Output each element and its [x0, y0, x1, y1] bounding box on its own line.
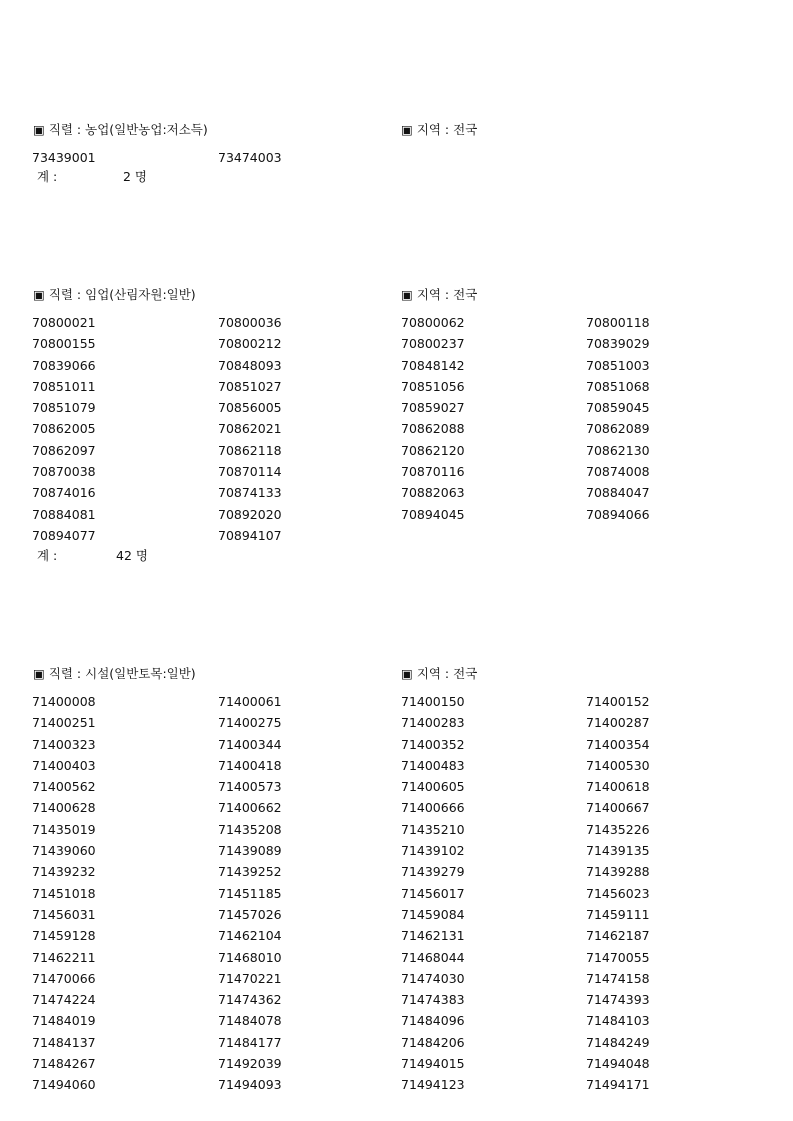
total-count: 42 명: [116, 548, 148, 563]
table-row: [0, 312, 793, 333]
number-cell: 71474224: [32, 992, 96, 1008]
number-cell: 70851079: [32, 400, 96, 416]
region-header: [401, 122, 477, 138]
number-cell: 71400418: [218, 757, 282, 773]
number-cell: 71462187: [586, 928, 650, 944]
region-label: 지역 : 전국: [416, 666, 478, 681]
number-cell: 71400562: [32, 779, 96, 795]
table-row: [0, 376, 793, 397]
number-cell: 71400662: [218, 800, 282, 816]
number-cell: 71400344: [218, 736, 282, 752]
region-label: 지역 : 전국: [416, 287, 478, 302]
table-row: [0, 418, 793, 439]
table-row: [0, 1010, 793, 1031]
number-cell: 71459128: [32, 928, 96, 944]
number-cell: 71484177: [218, 1034, 282, 1050]
number-cell: 71400152: [586, 694, 650, 709]
number-cell: 71451185: [218, 885, 282, 901]
total-line: [37, 548, 148, 564]
number-cell: 70856005: [218, 400, 282, 416]
square-bullet-icon: ▣: [401, 666, 413, 681]
job-label: 직렬 : 시설(일반토목:일반): [48, 666, 196, 681]
table-row: [0, 1032, 793, 1053]
number-cell: 70851027: [218, 378, 282, 394]
number-cell: 71468010: [218, 949, 282, 965]
table-row: [0, 525, 793, 546]
number-cell: 71400530: [586, 757, 650, 773]
number-cell: 70800036: [218, 315, 282, 330]
number-cell: 70870116: [401, 464, 465, 480]
number-cell: 71470221: [218, 970, 282, 986]
number-cell: 70874008: [586, 464, 650, 480]
table-row: [0, 734, 793, 755]
number-cell: 71484267: [32, 1056, 96, 1072]
number-cell: 70862120: [401, 442, 465, 458]
number-cell: 71494123: [401, 1077, 465, 1093]
number-cell: 71435208: [218, 821, 282, 837]
number-cell: 70800118: [586, 315, 650, 330]
number-cell: 70894045: [401, 506, 465, 522]
table-row: [0, 147, 793, 168]
number-cell: 71400008: [32, 694, 96, 709]
total-label: 계 :: [37, 169, 58, 184]
number-cell: 70851056: [401, 378, 465, 394]
number-cell: 71400666: [401, 800, 465, 816]
number-grid: [0, 691, 793, 1096]
table-row: [0, 840, 793, 861]
number-cell: 71470055: [586, 949, 650, 965]
number-cell: 71439288: [586, 864, 650, 880]
table-row: [0, 925, 793, 946]
square-bullet-icon: ▣: [33, 666, 45, 681]
table-row: [0, 1074, 793, 1095]
square-bullet-icon: ▣: [401, 287, 413, 302]
number-cell: 70862005: [32, 421, 96, 437]
number-cell: 70800062: [401, 315, 465, 330]
table-row: [0, 504, 793, 525]
table-row: [0, 989, 793, 1010]
number-cell: 71468044: [401, 949, 465, 965]
number-cell: 71492039: [218, 1056, 282, 1072]
region-label: 지역 : 전국: [416, 122, 478, 137]
number-cell: 70848142: [401, 357, 465, 373]
number-cell: 71439232: [32, 864, 96, 880]
table-row: [0, 904, 793, 925]
number-cell: 70800212: [218, 336, 282, 352]
number-cell: 71457026: [218, 906, 282, 922]
table-row: [0, 755, 793, 776]
number-cell: 71439279: [401, 864, 465, 880]
number-cell: 73439001: [32, 150, 96, 165]
number-cell: 71474393: [586, 992, 650, 1008]
number-cell: 73474003: [218, 150, 282, 165]
table-row: [0, 482, 793, 503]
job-header: [33, 666, 196, 682]
number-cell: 71400354: [586, 736, 650, 752]
number-cell: 70862089: [586, 421, 650, 437]
number-cell: 71470066: [32, 970, 96, 986]
number-cell: 71494171: [586, 1077, 650, 1093]
number-grid: [0, 147, 793, 168]
number-cell: 71435210: [401, 821, 465, 837]
number-cell: 71400352: [401, 736, 465, 752]
table-row: [0, 1053, 793, 1074]
number-cell: 71456031: [32, 906, 96, 922]
number-cell: 71400605: [401, 779, 465, 795]
number-grid: [0, 312, 793, 546]
number-cell: 71400150: [401, 694, 465, 709]
number-cell: 71400275: [218, 715, 282, 731]
number-cell: 70894077: [32, 527, 96, 543]
table-row: [0, 776, 793, 797]
number-cell: 71451018: [32, 885, 96, 901]
number-cell: 71484103: [586, 1013, 650, 1029]
table-row: [0, 691, 793, 712]
number-cell: 71400618: [586, 779, 650, 795]
number-cell: 70882063: [401, 485, 465, 501]
number-cell: 71439102: [401, 843, 465, 859]
number-cell: 71439252: [218, 864, 282, 880]
table-row: [0, 861, 793, 882]
number-cell: 70862097: [32, 442, 96, 458]
number-cell: 71400667: [586, 800, 650, 816]
number-cell: 71484249: [586, 1034, 650, 1050]
number-cell: 70894066: [586, 506, 650, 522]
number-cell: 70851003: [586, 357, 650, 373]
number-cell: 70851011: [32, 378, 96, 394]
table-row: [0, 440, 793, 461]
number-cell: 71439060: [32, 843, 96, 859]
number-cell: 70862118: [218, 442, 282, 458]
number-cell: 70894107: [218, 527, 282, 543]
number-cell: 71400061: [218, 694, 282, 709]
table-row: [0, 968, 793, 989]
number-cell: 71484078: [218, 1013, 282, 1029]
number-cell: 71494093: [218, 1077, 282, 1093]
number-cell: 70884047: [586, 485, 650, 501]
number-cell: 70870038: [32, 464, 96, 480]
table-row: [0, 819, 793, 840]
number-cell: 70884081: [32, 506, 96, 522]
table-row: [0, 461, 793, 482]
number-cell: 70859045: [586, 400, 650, 416]
table-row: [0, 355, 793, 376]
number-cell: 71400483: [401, 757, 465, 773]
number-cell: 71474383: [401, 992, 465, 1008]
number-cell: 70862088: [401, 421, 465, 437]
region-header: [401, 666, 477, 682]
number-cell: 70870114: [218, 464, 282, 480]
number-cell: 70800021: [32, 315, 96, 330]
number-cell: 71400573: [218, 779, 282, 795]
number-cell: 71484019: [32, 1013, 96, 1029]
square-bullet-icon: ▣: [33, 122, 45, 137]
number-cell: 71400323: [32, 736, 96, 752]
table-row: [0, 947, 793, 968]
number-cell: 71474158: [586, 970, 650, 986]
number-cell: 71462131: [401, 928, 465, 944]
square-bullet-icon: ▣: [33, 287, 45, 302]
number-cell: 71474362: [218, 992, 282, 1008]
number-cell: 70874016: [32, 485, 96, 501]
number-cell: 71494015: [401, 1056, 465, 1072]
number-cell: 71484096: [401, 1013, 465, 1029]
number-cell: 70862021: [218, 421, 282, 437]
number-cell: 71400251: [32, 715, 96, 731]
number-cell: 71462211: [32, 949, 96, 965]
number-cell: 71462104: [218, 928, 282, 944]
table-row: [0, 333, 793, 354]
region-header: [401, 287, 477, 303]
number-cell: 70851068: [586, 378, 650, 394]
number-cell: 71400287: [586, 715, 650, 731]
number-cell: 70862130: [586, 442, 650, 458]
number-cell: 71439089: [218, 843, 282, 859]
number-cell: 70800237: [401, 336, 465, 352]
number-cell: 70839029: [586, 336, 650, 352]
table-row: [0, 883, 793, 904]
number-cell: 71400403: [32, 757, 96, 773]
number-cell: 71435019: [32, 821, 96, 837]
number-cell: 71456017: [401, 885, 465, 901]
number-cell: 71459111: [586, 906, 650, 922]
job-label: 직렬 : 임업(산림자원:일반): [48, 287, 196, 302]
number-cell: 71474030: [401, 970, 465, 986]
number-cell: 71459084: [401, 906, 465, 922]
number-cell: 71494048: [586, 1056, 650, 1072]
number-cell: 71439135: [586, 843, 650, 859]
number-cell: 71400628: [32, 800, 96, 816]
total-count: 2 명: [123, 169, 148, 184]
number-cell: 71400283: [401, 715, 465, 731]
total-label: 계 :: [37, 548, 58, 563]
number-cell: 71484137: [32, 1034, 96, 1050]
number-cell: 70839066: [32, 357, 96, 373]
table-row: [0, 397, 793, 418]
number-cell: 71494060: [32, 1077, 96, 1093]
number-cell: 71484206: [401, 1034, 465, 1050]
number-cell: 71456023: [586, 885, 650, 901]
number-cell: 70800155: [32, 336, 96, 352]
table-row: [0, 712, 793, 733]
table-row: [0, 797, 793, 818]
job-header: [33, 122, 208, 138]
number-cell: 70848093: [218, 357, 282, 373]
job-header: [33, 287, 196, 303]
number-cell: 70859027: [401, 400, 465, 416]
number-cell: 70874133: [218, 485, 282, 501]
number-cell: 71435226: [586, 821, 650, 837]
job-label: 직렬 : 농업(일반농업:저소득): [48, 122, 208, 137]
number-cell: 70892020: [218, 506, 282, 522]
total-line: [37, 169, 148, 185]
square-bullet-icon: ▣: [401, 122, 413, 137]
